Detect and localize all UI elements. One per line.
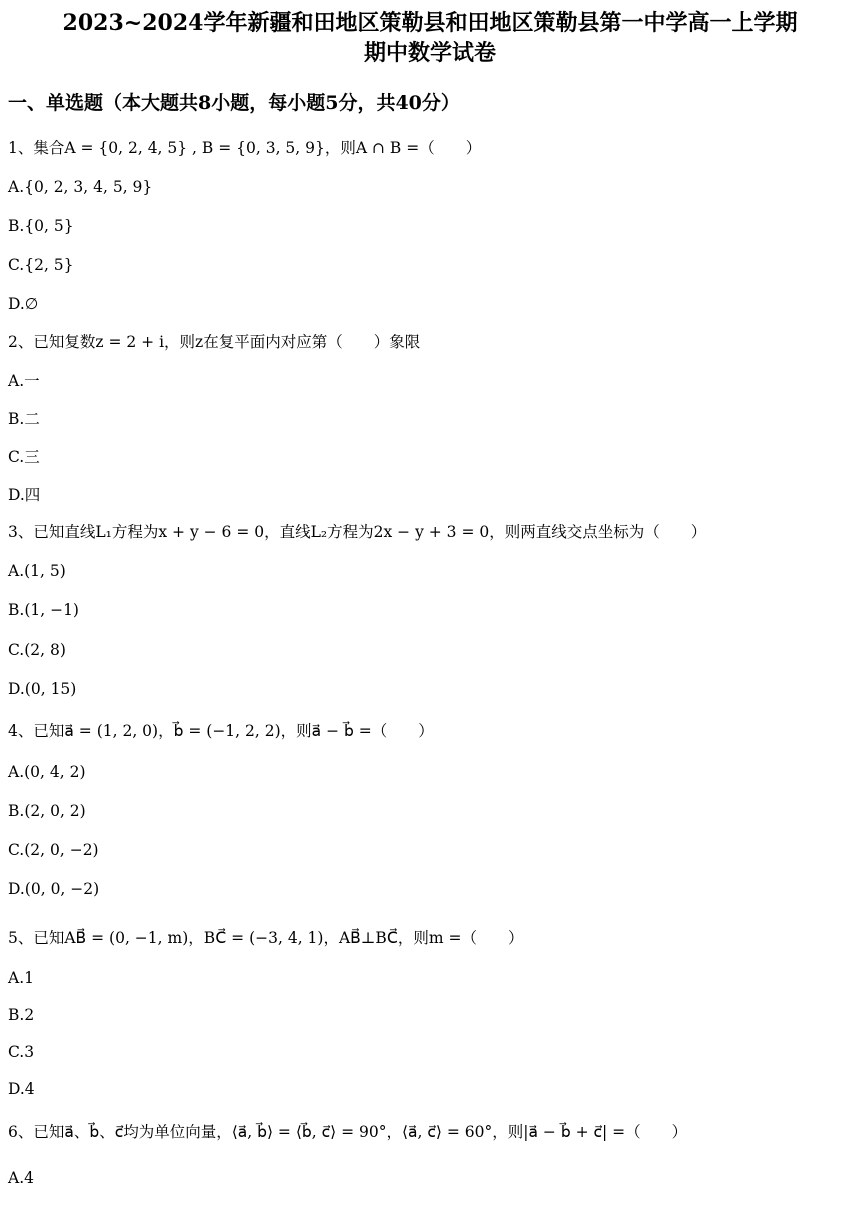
question-5-option-b: B.2 (8, 1006, 35, 1024)
title-line-2: 期中数学试卷 (363, 40, 496, 66)
title-line-1: 2023~2024学年新疆和田地区策勒县和田地区策勒县第一中学高一上学期 (62, 10, 798, 36)
question-1-option-a: A.{0, 2, 3, 4, 5, 9} (8, 178, 153, 196)
question-4-option-d: D.(0, 0, −2) (8, 880, 100, 898)
question-4-option-b: B.(2, 0, 2) (8, 802, 86, 820)
question-3-option-c: C.(2, 8) (8, 641, 66, 659)
question-2-option-b: B.二 (8, 410, 40, 428)
question-5-option-a: A.1 (8, 969, 34, 987)
question-1-option-d: D.∅ (8, 295, 39, 313)
question-5-option-d: D.4 (8, 1080, 35, 1098)
document-title (0, 8, 860, 68)
question-1-option-b: B.{0, 5} (8, 217, 74, 235)
question-3-option-a: A.(1, 5) (8, 562, 66, 580)
question-2-option-a: A.一 (8, 372, 40, 390)
question-4-option-a: A.(0, 4, 2) (8, 763, 86, 781)
question-5-stem: 5、已知AB⃗ = (0, −1, m)，BC⃗ = (−3, 4, 1)，AB⃗⊥BC⃗，则m =（ ） (8, 929, 524, 947)
question-4-option-c: C.(2, 0, −2) (8, 841, 99, 859)
question-3-stem: 3、已知直线L₁方程为x + y − 6 = 0，直线L₂方程为2x − y + 3 = 0，则两直线交点坐标为（ ） (8, 523, 707, 541)
question-5-option-c: C.3 (8, 1043, 35, 1061)
question-1-option-c: C.{2, 5} (8, 256, 74, 274)
section-heading: 一、单选题（本大题共8小题，每小题5分，共40分） (8, 92, 460, 114)
question-3-option-b: B.(1, −1) (8, 601, 79, 619)
question-2-option-d: D.四 (8, 486, 41, 504)
question-2-stem: 2、已知复数z = 2 + i，则z在复平面内对应第（ ）象限 (8, 333, 421, 351)
question-1-stem: 1、集合A = {0, 2, 4, 5} , B = {0, 3, 5, 9}，则A ∩ B =（ ） (8, 139, 482, 157)
question-6-option-a: A.4 (8, 1169, 34, 1187)
question-3-option-d: D.(0, 15) (8, 680, 77, 698)
question-4-stem: 4、已知a⃗ = (1, 2, 0)，b⃗ = (−1, 2, 2)，则a⃗ − b⃗ =（ ） (8, 722, 434, 740)
question-2-option-c: C.三 (8, 448, 40, 466)
question-6-stem: 6、已知a⃗、b⃗、c⃗均为单位向量，⟨a⃗, b⃗⟩ = ⟨b⃗, c⃗⟩ = 90°，⟨a⃗, c⃗⟩ = 60°，则|a⃗ − b⃗ + c⃗| =（ ） (8, 1123, 688, 1141)
